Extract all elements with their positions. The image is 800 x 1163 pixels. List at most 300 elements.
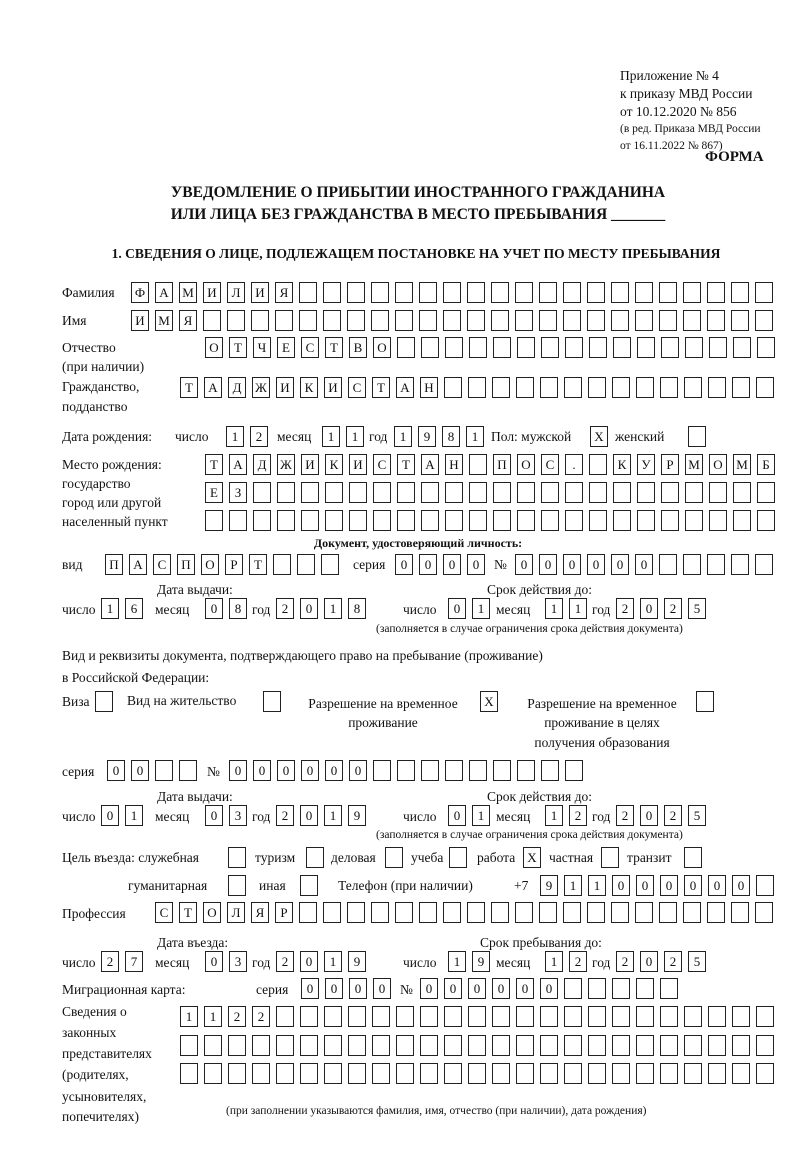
char-box-patronymic[interactable] xyxy=(445,337,463,358)
char-box-doc-valid-day[interactable]: 0 xyxy=(448,598,466,619)
char-box-reps1[interactable] xyxy=(684,1006,702,1027)
char-box-reps1[interactable] xyxy=(756,1006,774,1027)
char-box-birthplace1[interactable]: К xyxy=(325,454,343,475)
char-box-res-number[interactable] xyxy=(541,760,559,781)
char-box-profession[interactable] xyxy=(611,902,629,923)
char-box-profession[interactable] xyxy=(491,902,509,923)
checkbox-visa[interactable] xyxy=(95,691,113,712)
char-box-profession[interactable] xyxy=(515,902,533,923)
char-box-birthplace1[interactable]: А xyxy=(421,454,439,475)
char-box-surname[interactable] xyxy=(611,282,629,303)
char-box-citizenship[interactable]: К xyxy=(300,377,318,398)
char-box-birthplace3[interactable] xyxy=(397,510,415,531)
char-box-profession[interactable]: Л xyxy=(227,902,245,923)
char-box-name[interactable] xyxy=(419,310,437,331)
char-box-stay-day[interactable]: 1 xyxy=(448,951,466,972)
char-box-surname[interactable]: И xyxy=(251,282,269,303)
char-box-birthplace1[interactable]: Д xyxy=(253,454,271,475)
char-box-name[interactable] xyxy=(635,310,653,331)
char-box-birth-year[interactable]: 8 xyxy=(442,426,460,447)
char-box-reps1[interactable] xyxy=(708,1006,726,1027)
char-box-surname[interactable] xyxy=(707,282,725,303)
char-box-birthplace3[interactable] xyxy=(421,510,439,531)
char-box-citizenship[interactable] xyxy=(756,377,774,398)
char-box-profession[interactable] xyxy=(443,902,461,923)
char-box-reps2[interactable] xyxy=(708,1035,726,1056)
char-box-citizenship[interactable] xyxy=(564,377,582,398)
char-box-birthplace1[interactable]: С xyxy=(373,454,391,475)
char-box-birthplace1[interactable]: И xyxy=(349,454,367,475)
char-box-doc-number[interactable] xyxy=(755,554,773,575)
char-box-doc-issue-month[interactable]: 8 xyxy=(229,598,247,619)
char-box-name[interactable] xyxy=(563,310,581,331)
char-box-mc-number[interactable] xyxy=(660,978,678,999)
char-box-res-number[interactable] xyxy=(517,760,535,781)
char-box-doc-number[interactable]: 0 xyxy=(539,554,557,575)
char-box-profession[interactable] xyxy=(371,902,389,923)
char-box-birthplace2[interactable] xyxy=(277,482,295,503)
char-box-stay-year[interactable]: 5 xyxy=(688,951,706,972)
char-box-mc-series[interactable]: 0 xyxy=(349,978,367,999)
char-box-surname[interactable] xyxy=(347,282,365,303)
char-box-birth-year[interactable]: 1 xyxy=(394,426,412,447)
char-box-birthplace1[interactable] xyxy=(589,454,607,475)
char-box-birthplace3[interactable] xyxy=(661,510,679,531)
char-box-stay-year[interactable]: 2 xyxy=(616,951,634,972)
char-box-birthplace3[interactable] xyxy=(253,510,271,531)
char-box-reps3[interactable] xyxy=(372,1063,390,1084)
char-box-profession[interactable] xyxy=(755,902,773,923)
char-box-reps2[interactable] xyxy=(420,1035,438,1056)
char-box-phone[interactable]: 9 xyxy=(540,875,558,896)
char-box-reps3[interactable] xyxy=(276,1063,294,1084)
char-box-birthplace1[interactable]: И xyxy=(301,454,319,475)
char-box-birthplace3[interactable] xyxy=(493,510,511,531)
char-box-doc-issue-month[interactable]: 0 xyxy=(205,598,223,619)
char-box-surname[interactable] xyxy=(371,282,389,303)
char-box-birthplace2[interactable] xyxy=(661,482,679,503)
char-box-birthplace3[interactable] xyxy=(373,510,391,531)
char-box-reps1[interactable] xyxy=(348,1006,366,1027)
char-box-reps1[interactable] xyxy=(396,1006,414,1027)
char-box-res-number[interactable] xyxy=(373,760,391,781)
char-box-patronymic[interactable]: С xyxy=(301,337,319,358)
char-box-mc-series[interactable]: 0 xyxy=(325,978,343,999)
char-box-res-number[interactable]: 0 xyxy=(325,760,343,781)
char-box-reps3[interactable] xyxy=(540,1063,558,1084)
char-box-name[interactable] xyxy=(587,310,605,331)
char-box-birthplace3[interactable] xyxy=(229,510,247,531)
char-box-reps1[interactable] xyxy=(612,1006,630,1027)
char-box-surname[interactable] xyxy=(515,282,533,303)
char-box-birthplace1[interactable]: М xyxy=(685,454,703,475)
char-box-doc-kind[interactable] xyxy=(273,554,291,575)
checkbox-purpose-study[interactable] xyxy=(449,847,467,868)
char-box-birthplace1[interactable]: Б xyxy=(757,454,775,475)
char-box-birthplace2[interactable] xyxy=(589,482,607,503)
char-box-reps2[interactable] xyxy=(492,1035,510,1056)
char-box-birthplace3[interactable] xyxy=(277,510,295,531)
char-box-doc-kind[interactable]: Р xyxy=(225,554,243,575)
char-box-phone[interactable] xyxy=(756,875,774,896)
char-box-birthplace1[interactable]: Ж xyxy=(277,454,295,475)
char-box-entry-year[interactable]: 9 xyxy=(348,951,366,972)
char-box-res-valid-day[interactable]: 0 xyxy=(448,805,466,826)
char-box-reps3[interactable] xyxy=(660,1063,678,1084)
char-box-phone[interactable]: 0 xyxy=(636,875,654,896)
char-box-patronymic[interactable]: Е xyxy=(277,337,295,358)
char-box-reps3[interactable] xyxy=(420,1063,438,1084)
char-box-name[interactable] xyxy=(251,310,269,331)
char-box-stay-month[interactable]: 2 xyxy=(569,951,587,972)
char-box-reps3[interactable] xyxy=(684,1063,702,1084)
char-box-patronymic[interactable]: О xyxy=(205,337,223,358)
char-box-reps3[interactable] xyxy=(636,1063,654,1084)
char-box-name[interactable]: М xyxy=(155,310,173,331)
char-box-surname[interactable] xyxy=(467,282,485,303)
char-box-doc-number[interactable]: 0 xyxy=(635,554,653,575)
char-box-name[interactable] xyxy=(203,310,221,331)
char-box-reps2[interactable] xyxy=(588,1035,606,1056)
char-box-doc-issue-year[interactable]: 2 xyxy=(276,598,294,619)
char-box-birthplace1[interactable]: Р xyxy=(661,454,679,475)
char-box-doc-series[interactable]: 0 xyxy=(419,554,437,575)
char-box-citizenship[interactable] xyxy=(516,377,534,398)
char-box-reps3[interactable] xyxy=(252,1063,270,1084)
char-box-res-valid-year[interactable]: 5 xyxy=(688,805,706,826)
char-box-surname[interactable] xyxy=(539,282,557,303)
char-box-res-number[interactable] xyxy=(421,760,439,781)
char-box-doc-kind[interactable]: Т xyxy=(249,554,267,575)
char-box-doc-valid-month[interactable]: 1 xyxy=(569,598,587,619)
char-box-reps3[interactable] xyxy=(204,1063,222,1084)
checkbox-purpose-humanitarian[interactable] xyxy=(228,875,246,896)
char-box-surname[interactable] xyxy=(659,282,677,303)
char-box-reps2[interactable] xyxy=(756,1035,774,1056)
char-box-patronymic[interactable] xyxy=(469,337,487,358)
char-box-res-valid-day[interactable]: 1 xyxy=(472,805,490,826)
char-box-birthplace2[interactable] xyxy=(565,482,583,503)
char-box-patronymic[interactable] xyxy=(493,337,511,358)
char-box-citizenship[interactable] xyxy=(612,377,630,398)
char-box-citizenship[interactable] xyxy=(708,377,726,398)
char-box-mc-number[interactable]: 0 xyxy=(420,978,438,999)
char-box-surname[interactable] xyxy=(323,282,341,303)
char-box-name[interactable] xyxy=(323,310,341,331)
char-box-profession[interactable] xyxy=(347,902,365,923)
char-box-birthplace2[interactable] xyxy=(421,482,439,503)
char-box-birth-year[interactable]: 9 xyxy=(418,426,436,447)
char-box-res-valid-year[interactable]: 0 xyxy=(640,805,658,826)
char-box-birthplace1[interactable]: А xyxy=(229,454,247,475)
checkbox-purpose-other[interactable] xyxy=(300,875,318,896)
checkbox-trp[interactable]: X xyxy=(480,691,498,712)
char-box-surname[interactable]: Ф xyxy=(131,282,149,303)
char-box-reps3[interactable] xyxy=(180,1063,198,1084)
char-box-doc-valid-year[interactable]: 0 xyxy=(640,598,658,619)
char-box-reps2[interactable] xyxy=(732,1035,750,1056)
char-box-doc-valid-year[interactable]: 2 xyxy=(616,598,634,619)
char-box-birth-day[interactable]: 1 xyxy=(226,426,244,447)
char-box-profession[interactable] xyxy=(635,902,653,923)
char-box-res-number[interactable]: 0 xyxy=(349,760,367,781)
char-box-name[interactable] xyxy=(227,310,245,331)
char-box-birthplace3[interactable] xyxy=(301,510,319,531)
char-box-name[interactable]: Я xyxy=(179,310,197,331)
char-box-stay-year[interactable]: 0 xyxy=(640,951,658,972)
char-box-birthplace1[interactable]: О xyxy=(709,454,727,475)
char-box-stay-month[interactable]: 1 xyxy=(545,951,563,972)
char-box-citizenship[interactable] xyxy=(636,377,654,398)
char-box-doc-number[interactable] xyxy=(707,554,725,575)
char-box-reps3[interactable] xyxy=(348,1063,366,1084)
char-box-name[interactable] xyxy=(515,310,533,331)
char-box-reps2[interactable] xyxy=(540,1035,558,1056)
checkbox-trp-education[interactable] xyxy=(696,691,714,712)
char-box-citizenship[interactable] xyxy=(660,377,678,398)
char-box-reps3[interactable] xyxy=(324,1063,342,1084)
char-box-doc-issue-year[interactable]: 1 xyxy=(324,598,342,619)
char-box-doc-number[interactable] xyxy=(659,554,677,575)
char-box-reps3[interactable] xyxy=(516,1063,534,1084)
char-box-reps1[interactable] xyxy=(468,1006,486,1027)
char-box-birthplace1[interactable]: О xyxy=(517,454,535,475)
char-box-surname[interactable]: Я xyxy=(275,282,293,303)
char-box-citizenship[interactable]: И xyxy=(324,377,342,398)
char-box-reps2[interactable] xyxy=(300,1035,318,1056)
char-box-doc-kind[interactable]: О xyxy=(201,554,219,575)
char-box-entry-year[interactable]: 0 xyxy=(300,951,318,972)
char-box-surname[interactable] xyxy=(491,282,509,303)
char-box-birthplace1[interactable]: Т xyxy=(397,454,415,475)
char-box-citizenship[interactable]: Д xyxy=(228,377,246,398)
char-box-name[interactable] xyxy=(731,310,749,331)
char-box-reps1[interactable] xyxy=(444,1006,462,1027)
char-box-patronymic[interactable] xyxy=(757,337,775,358)
char-box-mc-number[interactable]: 0 xyxy=(540,978,558,999)
char-box-citizenship[interactable]: Т xyxy=(180,377,198,398)
char-box-name[interactable] xyxy=(347,310,365,331)
char-box-doc-number[interactable] xyxy=(683,554,701,575)
char-box-reps3[interactable] xyxy=(228,1063,246,1084)
char-box-mc-number[interactable]: 0 xyxy=(468,978,486,999)
char-box-doc-issue-day[interactable]: 6 xyxy=(125,598,143,619)
char-box-citizenship[interactable] xyxy=(684,377,702,398)
char-box-birthplace3[interactable] xyxy=(445,510,463,531)
char-box-reps2[interactable] xyxy=(324,1035,342,1056)
char-box-res-series[interactable]: 0 xyxy=(131,760,149,781)
char-box-doc-valid-year[interactable]: 2 xyxy=(664,598,682,619)
char-box-name[interactable] xyxy=(611,310,629,331)
char-box-profession[interactable] xyxy=(563,902,581,923)
char-box-reps3[interactable] xyxy=(732,1063,750,1084)
char-box-res-valid-month[interactable]: 1 xyxy=(545,805,563,826)
char-box-reps1[interactable] xyxy=(564,1006,582,1027)
char-box-surname[interactable]: М xyxy=(179,282,197,303)
char-box-birthplace1[interactable]: У xyxy=(637,454,655,475)
checkbox-sex-female[interactable] xyxy=(688,426,706,447)
char-box-reps3[interactable] xyxy=(708,1063,726,1084)
char-box-name[interactable] xyxy=(371,310,389,331)
char-box-profession[interactable] xyxy=(683,902,701,923)
char-box-birthplace2[interactable]: З xyxy=(229,482,247,503)
char-box-reps3[interactable] xyxy=(756,1063,774,1084)
char-box-birthplace3[interactable] xyxy=(325,510,343,531)
char-box-reps2[interactable] xyxy=(660,1035,678,1056)
char-box-birthplace3[interactable] xyxy=(733,510,751,531)
char-box-phone[interactable]: 0 xyxy=(660,875,678,896)
char-box-doc-number[interactable]: 0 xyxy=(611,554,629,575)
char-box-res-issue-year[interactable]: 9 xyxy=(348,805,366,826)
char-box-patronymic[interactable] xyxy=(541,337,559,358)
char-box-doc-kind[interactable] xyxy=(297,554,315,575)
char-box-res-series[interactable] xyxy=(179,760,197,781)
char-box-mc-series[interactable]: 0 xyxy=(301,978,319,999)
char-box-patronymic[interactable]: Т xyxy=(229,337,247,358)
char-box-citizenship[interactable] xyxy=(540,377,558,398)
char-box-phone[interactable]: 0 xyxy=(732,875,750,896)
char-box-phone[interactable]: 0 xyxy=(708,875,726,896)
char-box-patronymic[interactable] xyxy=(517,337,535,358)
char-box-doc-valid-day[interactable]: 1 xyxy=(472,598,490,619)
char-box-name[interactable] xyxy=(299,310,317,331)
char-box-reps1[interactable] xyxy=(516,1006,534,1027)
char-box-reps3[interactable] xyxy=(396,1063,414,1084)
char-box-profession[interactable] xyxy=(419,902,437,923)
char-box-birthplace1[interactable]: П xyxy=(493,454,511,475)
char-box-doc-kind[interactable]: А xyxy=(129,554,147,575)
char-box-patronymic[interactable] xyxy=(397,337,415,358)
char-box-surname[interactable] xyxy=(731,282,749,303)
char-box-birthplace2[interactable] xyxy=(637,482,655,503)
char-box-stay-year[interactable]: 2 xyxy=(664,951,682,972)
char-box-profession[interactable] xyxy=(587,902,605,923)
char-box-birthplace3[interactable] xyxy=(565,510,583,531)
char-box-reps1[interactable]: 2 xyxy=(228,1006,246,1027)
char-box-birthplace2[interactable] xyxy=(757,482,775,503)
char-box-reps1[interactable] xyxy=(276,1006,294,1027)
char-box-reps1[interactable] xyxy=(636,1006,654,1027)
char-box-surname[interactable] xyxy=(443,282,461,303)
char-box-birthplace2[interactable] xyxy=(733,482,751,503)
char-box-citizenship[interactable]: И xyxy=(276,377,294,398)
checkbox-purpose-business[interactable] xyxy=(385,847,403,868)
char-box-res-issue-year[interactable]: 1 xyxy=(324,805,342,826)
char-box-res-number[interactable] xyxy=(397,760,415,781)
char-box-birth-year[interactable]: 1 xyxy=(466,426,484,447)
char-box-name[interactable] xyxy=(659,310,677,331)
char-box-phone[interactable]: 0 xyxy=(612,875,630,896)
char-box-reps2[interactable] xyxy=(180,1035,198,1056)
char-box-citizenship[interactable]: Н xyxy=(420,377,438,398)
char-box-mc-number[interactable]: 0 xyxy=(444,978,462,999)
char-box-reps3[interactable] xyxy=(492,1063,510,1084)
char-box-mc-series[interactable]: 0 xyxy=(373,978,391,999)
char-box-reps1[interactable] xyxy=(300,1006,318,1027)
char-box-res-number[interactable] xyxy=(493,760,511,781)
char-box-res-number[interactable] xyxy=(445,760,463,781)
char-box-profession[interactable] xyxy=(731,902,749,923)
char-box-patronymic[interactable] xyxy=(565,337,583,358)
char-box-birthplace2[interactable] xyxy=(493,482,511,503)
char-box-phone[interactable]: 1 xyxy=(564,875,582,896)
char-box-res-number[interactable]: 0 xyxy=(229,760,247,781)
char-box-mc-number[interactable] xyxy=(588,978,606,999)
char-box-doc-series[interactable]: 0 xyxy=(395,554,413,575)
char-box-citizenship[interactable] xyxy=(444,377,462,398)
char-box-reps3[interactable] xyxy=(564,1063,582,1084)
char-box-reps2[interactable] xyxy=(564,1035,582,1056)
char-box-birthplace2[interactable] xyxy=(301,482,319,503)
char-box-surname[interactable] xyxy=(587,282,605,303)
char-box-reps2[interactable] xyxy=(204,1035,222,1056)
char-box-birthplace3[interactable] xyxy=(613,510,631,531)
char-box-birthplace2[interactable] xyxy=(349,482,367,503)
char-box-reps3[interactable] xyxy=(588,1063,606,1084)
char-box-birthplace3[interactable] xyxy=(205,510,223,531)
char-box-reps1[interactable] xyxy=(492,1006,510,1027)
char-box-birthplace2[interactable] xyxy=(445,482,463,503)
char-box-doc-kind[interactable]: С xyxy=(153,554,171,575)
char-box-citizenship[interactable]: А xyxy=(396,377,414,398)
char-box-citizenship[interactable] xyxy=(492,377,510,398)
char-box-citizenship[interactable] xyxy=(732,377,750,398)
char-box-birthplace1[interactable]: К xyxy=(613,454,631,475)
char-box-surname[interactable] xyxy=(683,282,701,303)
char-box-doc-kind[interactable]: П xyxy=(105,554,123,575)
char-box-profession[interactable]: О xyxy=(203,902,221,923)
char-box-surname[interactable]: Л xyxy=(227,282,245,303)
checkbox-purpose-transit[interactable] xyxy=(684,847,702,868)
char-box-birthplace3[interactable] xyxy=(589,510,607,531)
char-box-name[interactable] xyxy=(539,310,557,331)
char-box-birthplace2[interactable] xyxy=(469,482,487,503)
char-box-name[interactable] xyxy=(755,310,773,331)
char-box-doc-series[interactable]: 0 xyxy=(443,554,461,575)
char-box-birthplace2[interactable] xyxy=(517,482,535,503)
char-box-birthplace2[interactable] xyxy=(373,482,391,503)
char-box-mc-number[interactable] xyxy=(564,978,582,999)
char-box-citizenship[interactable] xyxy=(588,377,606,398)
char-box-name[interactable] xyxy=(707,310,725,331)
char-box-patronymic[interactable]: О xyxy=(373,337,391,358)
char-box-birthplace2[interactable] xyxy=(541,482,559,503)
char-box-doc-number[interactable] xyxy=(731,554,749,575)
char-box-entry-day[interactable]: 7 xyxy=(125,951,143,972)
char-box-citizenship[interactable]: А xyxy=(204,377,222,398)
char-box-birthplace3[interactable] xyxy=(517,510,535,531)
char-box-birthplace2[interactable] xyxy=(613,482,631,503)
char-box-reps2[interactable] xyxy=(444,1035,462,1056)
char-box-res-issue-month[interactable]: 3 xyxy=(229,805,247,826)
char-box-reps2[interactable] xyxy=(276,1035,294,1056)
char-box-profession[interactable] xyxy=(539,902,557,923)
char-box-doc-number[interactable]: 0 xyxy=(563,554,581,575)
char-box-doc-issue-day[interactable]: 1 xyxy=(101,598,119,619)
char-box-reps2[interactable] xyxy=(348,1035,366,1056)
char-box-surname[interactable] xyxy=(635,282,653,303)
char-box-entry-year[interactable]: 1 xyxy=(324,951,342,972)
char-box-doc-issue-year[interactable]: 8 xyxy=(348,598,366,619)
char-box-citizenship[interactable]: Ж xyxy=(252,377,270,398)
char-box-res-issue-day[interactable]: 0 xyxy=(101,805,119,826)
char-box-doc-valid-year[interactable]: 5 xyxy=(688,598,706,619)
char-box-birthplace3[interactable] xyxy=(709,510,727,531)
char-box-surname[interactable] xyxy=(395,282,413,303)
char-box-birthplace1[interactable]: Т xyxy=(205,454,223,475)
char-box-birthplace2[interactable]: Е xyxy=(205,482,223,503)
char-box-res-number[interactable]: 0 xyxy=(253,760,271,781)
